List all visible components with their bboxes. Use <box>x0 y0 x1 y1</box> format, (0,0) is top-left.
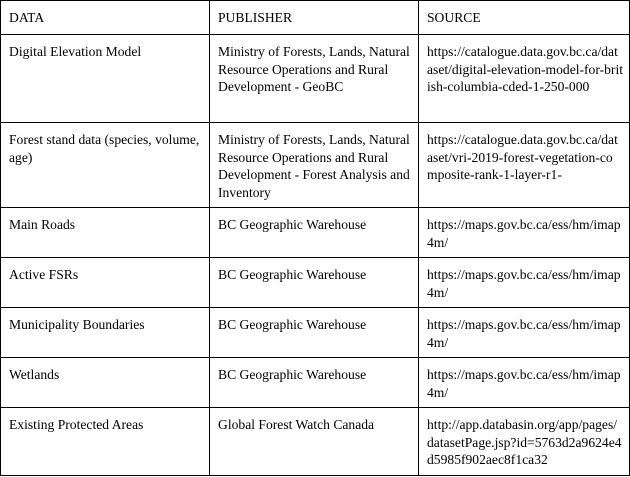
row-source-link[interactable]: https://maps.gov.bc.ca/ess/hm/imap4m/ <box>419 358 630 408</box>
row-source-link[interactable]: https://catalogue.data.gov.bc.ca/dataset/vri-2019-forest-vegetation-composite-rank-1-layer-r1- <box>419 123 630 208</box>
row-data-cell: Forest stand data (species, volume, age) <box>1 123 210 208</box>
header-source: SOURCE <box>419 1 630 35</box>
header-publisher: PUBLISHER <box>210 1 419 35</box>
table-row <box>1 123 630 208</box>
row-data-cell: Active FSRs <box>1 258 210 308</box>
table-row <box>1 408 630 476</box>
row-publisher-cell: Ministry of Forests, Lands, Natural Resource Operations and Rural Development - GeoBC <box>210 35 419 123</box>
row-source-link[interactable]: https://catalogue.data.gov.bc.ca/dataset/digital-elevation-model-for-british-columbia-cded-1-250-000 <box>419 35 630 123</box>
header-data: DATA <box>1 1 210 35</box>
row-publisher-cell: BC Geographic Warehouse <box>210 208 419 258</box>
table-row <box>1 308 630 358</box>
row-data-cell: Municipality Boundaries <box>1 308 210 358</box>
row-source-link[interactable]: https://maps.gov.bc.ca/ess/hm/imap4m/ <box>419 208 630 258</box>
table-header-row <box>1 1 630 35</box>
row-publisher-cell: Ministry of Forests, Lands, Natural Resource Operations and Rural Development - Forest Analysis and Inventory <box>210 123 419 208</box>
row-source-link[interactable]: http://app.databasin.org/app/pages/datasetPage.jsp?id=5763d2a9624e4d5985f902aec8f1ca32 <box>419 408 630 476</box>
table-row <box>1 358 630 408</box>
row-data-cell: Digital Elevation Model <box>1 35 210 123</box>
row-source-link[interactable]: https://maps.gov.bc.ca/ess/hm/imap4m/ <box>419 308 630 358</box>
table-row <box>1 258 630 308</box>
row-source-link[interactable]: https://maps.gov.bc.ca/ess/hm/imap4m/ <box>419 258 630 308</box>
row-data-cell: Existing Protected Areas <box>1 408 210 476</box>
table-row <box>1 35 630 123</box>
row-publisher-cell: BC Geographic Warehouse <box>210 258 419 308</box>
row-publisher-cell: Global Forest Watch Canada <box>210 408 419 476</box>
row-publisher-cell: BC Geographic Warehouse <box>210 308 419 358</box>
table-row <box>1 208 630 258</box>
row-publisher-cell: BC Geographic Warehouse <box>210 358 419 408</box>
row-data-cell: Wetlands <box>1 358 210 408</box>
row-data-cell: Main Roads <box>1 208 210 258</box>
